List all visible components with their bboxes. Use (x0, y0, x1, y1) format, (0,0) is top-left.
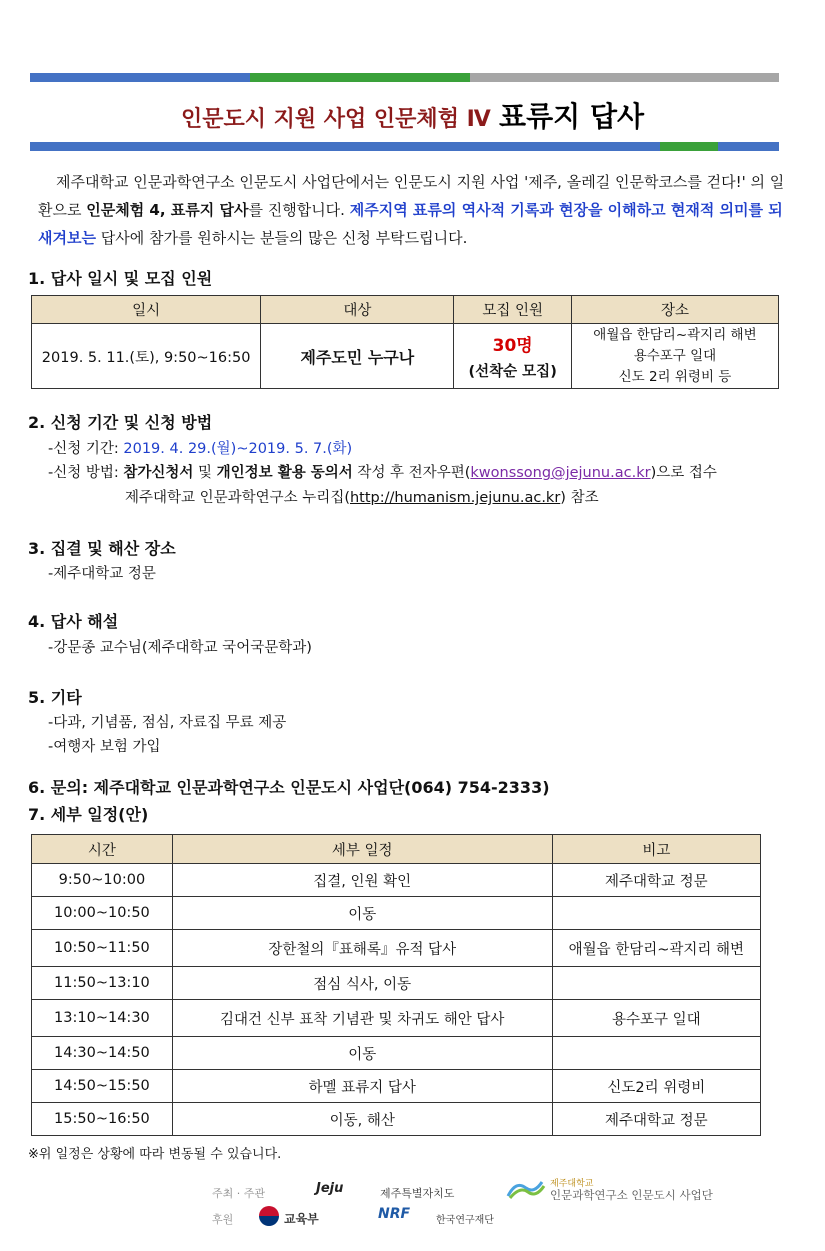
recruit-table (31, 295, 779, 389)
apply-method: -신청 방법: 참가신청서 및 개인정보 활용 동의서 작성 후 전자우편(kwonssong@jejunu.ac.kr)으로 접수 (48, 465, 717, 481)
recruit-place: 애월읍 한담리~곽지리 해변 용수포구 일대 신도 2리 위령비 등 (571, 324, 778, 389)
institute-name: 인문과학연구소 인문도시 사업단 (550, 1188, 713, 1202)
etc-item: -여행자 보험 가입 (48, 739, 161, 755)
title-main: 표류지 답사 (499, 100, 645, 133)
schedule-time: 13:10~14:30 (32, 1000, 173, 1037)
schedule-detail: 하멜 표류지 답사 (172, 1070, 552, 1103)
section4-heading: 4. 답사 해설 (28, 612, 119, 631)
table-header: 세부 일정 (172, 835, 552, 864)
email-link[interactable]: kwonssong@jejunu.ac.kr (470, 465, 651, 481)
table-header: 모집 인원 (454, 296, 572, 324)
institute-logo (506, 1178, 546, 1203)
schedule-detail: 이동, 해산 (172, 1103, 552, 1136)
table-header: 대상 (261, 296, 454, 324)
schedule-note-cell: 신도2리 위령비 (552, 1070, 760, 1103)
table-row (32, 930, 761, 967)
nrf-text: 한국연구재단 (436, 1215, 494, 1226)
section6-heading: 6. 문의: 제주대학교 인문과학연구소 인문도시 사업단(064) 754-2333) (28, 778, 550, 797)
schedule-note-cell (552, 967, 760, 1000)
section5-heading: 5. 기타 (28, 688, 82, 707)
schedule-detail: 집결, 인원 확인 (172, 864, 552, 897)
moe-emblem-icon (258, 1205, 280, 1227)
schedule-note-cell (552, 897, 760, 930)
schedule-detail: 이동 (172, 1037, 552, 1070)
intro-paragraph: 제주대학교 인문과학연구소 인문도시 사업단에서는 인문도시 지원 사업 '제주, 올레길 인문학코스를 걷다!' 의 일환으로 인문체험 4, 표류지 답사를 진행합니다. 제주지역 표류의 역사적 기록과 현장을 이해하고 현재적 의미를 되새겨보는 답사에 참가를 원하시는 분들의 많은 신청 부탁드립니다. (38, 173, 785, 247)
table-header: 장소 (571, 296, 778, 324)
bottom-color-bar (30, 142, 779, 151)
schedule-note: ※위 일정은 상황에 따라 변동될 수 있습니다. (28, 1147, 282, 1162)
table-row (32, 864, 761, 897)
schedule-time: 10:00~10:50 (32, 897, 173, 930)
page-title (0, 95, 825, 135)
section2-heading: 2. 신청 기간 및 신청 방법 (28, 413, 213, 432)
nrf-logo: NRF (378, 1206, 411, 1222)
guide-info: -강문종 교수님(제주대학교 국어국문학과) (48, 640, 312, 656)
schedule-detail: 장한철의『표해록』유적 답사 (172, 930, 552, 967)
schedule-note-cell: 제주대학교 정문 (552, 864, 760, 897)
schedule-time: 9:50~10:00 (32, 864, 173, 897)
schedule-note-cell: 용수포구 일대 (552, 1000, 760, 1037)
table-header: 비고 (552, 835, 760, 864)
moe-text: 교육부 (284, 1212, 319, 1226)
section1-heading: 1. 답사 일시 및 모집 인원 (28, 269, 213, 288)
schedule-time: 11:50~13:10 (32, 967, 173, 1000)
table-row (32, 897, 761, 930)
recruit-count: 30명 (선착순 모집) (454, 324, 572, 389)
table-row (32, 1070, 761, 1103)
schedule-table (31, 834, 761, 1136)
schedule-note-cell: 제주대학교 정문 (552, 1103, 760, 1136)
schedule-note-cell: 애월읍 한담리~곽지리 해변 (552, 930, 760, 967)
schedule-time: 10:50~11:50 (32, 930, 173, 967)
schedule-detail: 이동 (172, 897, 552, 930)
table-row (32, 967, 761, 1000)
table-row (32, 1037, 761, 1070)
section3-heading: 3. 집결 및 해산 장소 (28, 539, 176, 558)
recruit-date: 2019. 5. 11.(토), 9:50~16:50 (32, 324, 261, 389)
schedule-time: 14:50~15:50 (32, 1070, 173, 1103)
schedule-time: 14:30~14:50 (32, 1037, 173, 1070)
schedule-time: 15:50~16:50 (32, 1103, 173, 1136)
apply-reference: 제주대학교 인문과학연구소 누리집(http://humanism.jejunu.ac.kr) 참조 (125, 490, 599, 506)
table-header: 시간 (32, 835, 173, 864)
sponsor-label: 후원 (212, 1213, 234, 1226)
jeju-province-text: 제주특별자치도 (380, 1187, 455, 1200)
schedule-detail: 점심 식사, 이동 (172, 967, 552, 1000)
title-prefix: 인문도시 지원 사업 인문체험 Ⅳ (180, 107, 491, 132)
meeting-place: -제주대학교 정문 (48, 566, 156, 582)
top-color-bar (30, 73, 779, 82)
institute-emblem-icon (506, 1178, 546, 1200)
section7-heading: 7. 세부 일정(안) (28, 805, 149, 824)
table-row (32, 1000, 761, 1037)
schedule-detail: 김대건 신부 표착 기념관 및 차귀도 해안 답사 (172, 1000, 552, 1037)
homepage-link[interactable]: http://humanism.jejunu.ac.kr (349, 490, 561, 506)
apply-period: -신청 기간: 2019. 4. 29.(월)~2019. 5. 7.(화) (48, 441, 353, 457)
host-label: 주최 · 주관 (212, 1187, 265, 1200)
moe-logo (258, 1205, 280, 1230)
etc-item: -다과, 기념품, 점심, 자료집 무료 제공 (48, 715, 287, 731)
recruit-target: 제주도민 누구나 (261, 324, 454, 389)
table-row (32, 1103, 761, 1136)
table-header: 일시 (32, 296, 261, 324)
institute-small: 제주대학교 (550, 1179, 594, 1189)
jeju-logo: Jeju (316, 1181, 344, 1196)
schedule-note-cell (552, 1037, 760, 1070)
